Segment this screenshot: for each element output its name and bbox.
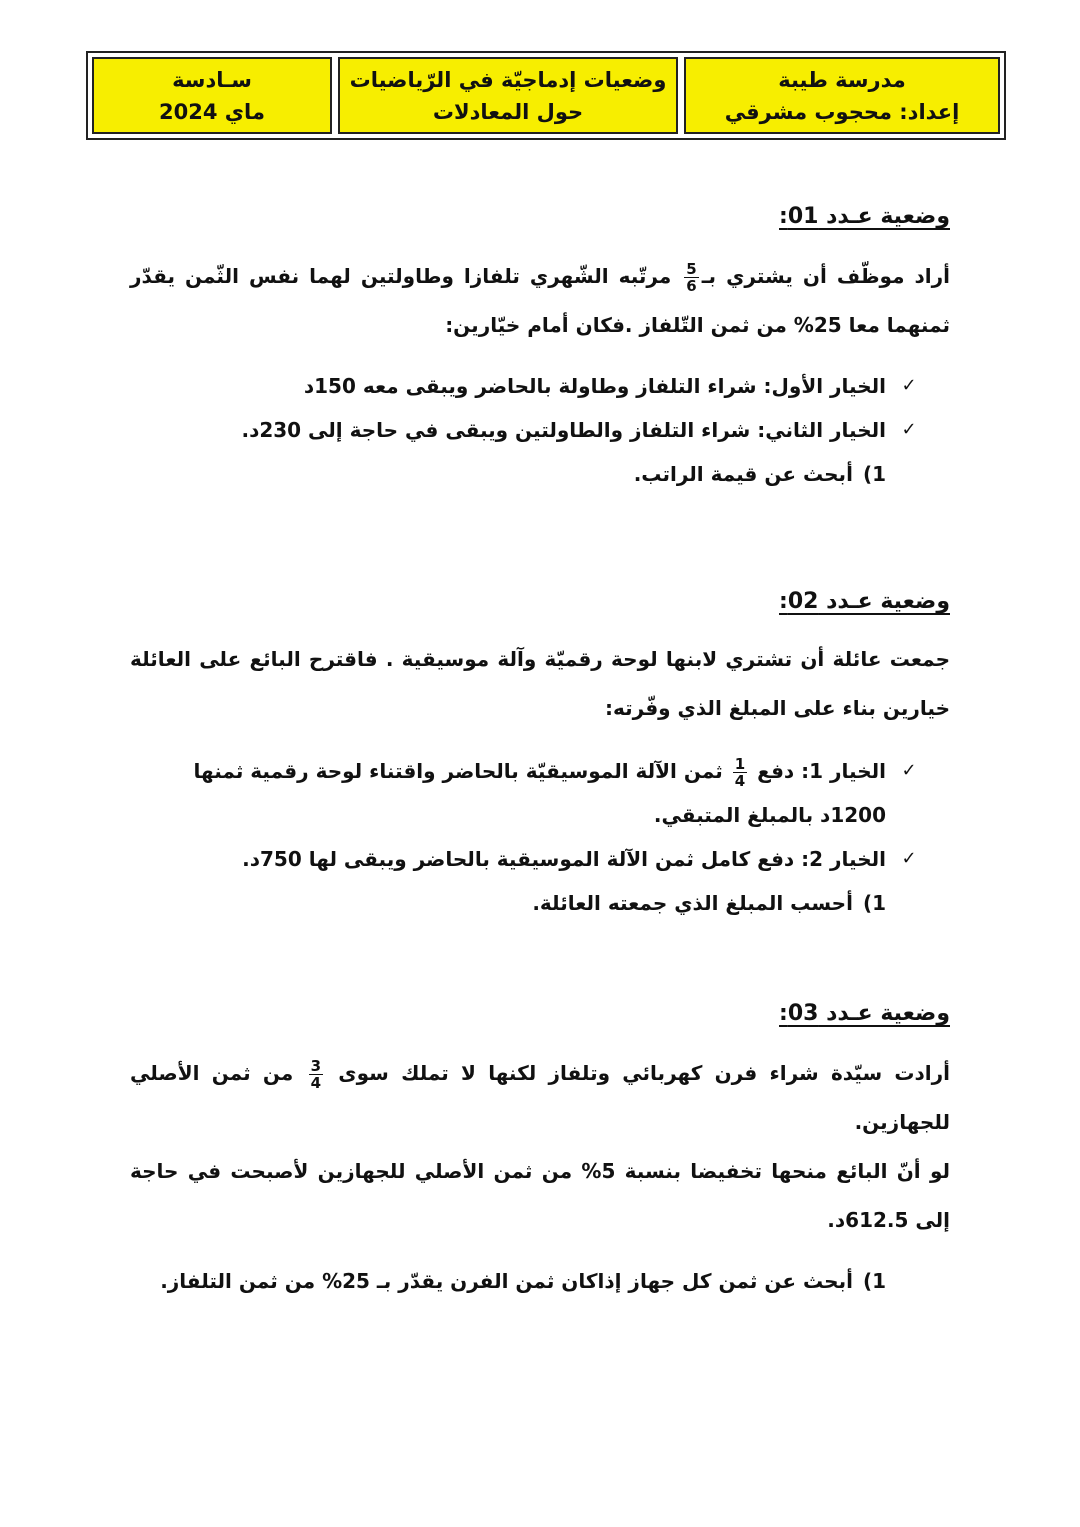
question-number: 1) — [862, 1269, 886, 1293]
option-text: الخيار الثاني: شراء التلفاز والطاولتين ويبقى في حاجة إلى 230د. — [241, 418, 886, 442]
option-text-start: الخيار 1: دفع — [750, 759, 886, 783]
option-text-end: ثمن الآلة الموسيقيّة بالحاضر واقتناء لوحة رقمية ثمنها 1200د بالمبلغ المتبقي. — [193, 759, 886, 827]
situation-3-question — [130, 1259, 950, 1303]
header-title-cell — [338, 57, 678, 134]
situation-1-option-1 — [130, 364, 920, 408]
worksheet-title: وضعيات إدماجيّة في الرّياضيات — [349, 67, 667, 92]
worksheet-subtitle: حول المعادلات — [432, 99, 584, 124]
situation-1-title: وضعية عـدد 01: — [779, 204, 950, 229]
option-text: الخيار 2: دفع كامل ثمن الآلة الموسيقية بالحاضر ويبقى لها 750د. — [242, 847, 886, 871]
situation-3-text-2: لو أنّ البائع منحها تخفيضا بنسبة 5% من ثمن الأصلي للجهازين لأصبحت في حاجة إلى 612.5د. — [130, 1159, 951, 1232]
situation-3-text-start: أرادت سيّدة شراء فرن كهربائي وتلفاز لكنها لا تملك سوى — [326, 1061, 950, 1085]
situation-1 — [130, 200, 950, 496]
situation-3-title: وضعية عـدد 03: — [779, 1001, 950, 1026]
question-text: أحسب المبلغ الذي جمعته العائلة. — [532, 891, 853, 915]
situation-1-option-2 — [130, 408, 920, 452]
situation-2-title: وضعية عـدد 02: — [779, 589, 950, 614]
situation-1-options — [130, 364, 950, 452]
grade-level: سـادسة — [172, 67, 252, 92]
fraction-denominator: 4 — [734, 772, 746, 790]
check-icon: ✓ — [901, 760, 917, 781]
situation-2 — [130, 585, 950, 925]
fraction-denominator: 6 — [686, 277, 697, 295]
situation-1-text-start: أراد موظّف أن يشتري بـ — [701, 264, 950, 288]
check-icon: ✓ — [901, 375, 917, 396]
fraction-one-quarter — [733, 756, 747, 789]
situation-1-question — [130, 452, 950, 496]
fraction-numerator: 1 — [734, 755, 746, 773]
situation-2-options — [130, 749, 950, 881]
fraction-five-sixths — [684, 261, 698, 294]
situation-3 — [130, 997, 950, 1303]
situation-3-text-end: من ثمن الأصلي للجهازين. — [130, 1061, 950, 1134]
author-name: إعداد: محجوب مشرقي — [724, 99, 960, 124]
situation-1-text-end: مرتّبه الشّهري تلفازا وطاولتين لهما نفس الثّمن يقدّر ثمنهما معا 25% من ثمن التّلفاز .فكان أمام خيّارين: — [130, 264, 950, 337]
option-text — [130, 749, 886, 837]
situation-1-text — [130, 252, 950, 350]
situation-3-text-1 — [130, 1049, 950, 1147]
question-text: أبحث عن ثمن كل جهاز إذاكان ثمن الفرن يقدّر بـ 25% من ثمن التلفاز. — [160, 1269, 853, 1293]
question-number: 1) — [862, 891, 886, 915]
question-number: 1) — [862, 462, 886, 486]
option-text: الخيار الأول: شراء التلفاز وطاولة بالحاضر ويبقى معه 150د — [303, 374, 886, 398]
check-icon: ✓ — [901, 848, 917, 869]
fraction-denominator: 4 — [310, 1074, 322, 1092]
school-name: مدرسة طيبة — [778, 67, 906, 92]
header-box — [86, 51, 1006, 140]
question-text: أبحث عن قيمة الراتب. — [633, 462, 853, 486]
check-icon: ✓ — [901, 419, 917, 440]
header-school-cell — [684, 57, 1000, 134]
fraction-three-quarters — [309, 1058, 323, 1091]
header-level-cell — [92, 57, 332, 134]
fraction-numerator: 5 — [686, 260, 697, 278]
worksheet-date: ماي 2024 — [159, 99, 265, 124]
situation-2-question — [130, 881, 950, 925]
situation-2-text: جمعت عائلة أن تشتري لابنها لوحة رقميّة وآلة موسيقية . فاقترح البائع على العائلة خيارين بناء على المبلغ الذي وفّرته: — [130, 647, 950, 720]
fraction-numerator: 3 — [310, 1057, 322, 1075]
situation-2-option-1 — [130, 749, 920, 837]
situation-2-option-2 — [130, 837, 920, 881]
